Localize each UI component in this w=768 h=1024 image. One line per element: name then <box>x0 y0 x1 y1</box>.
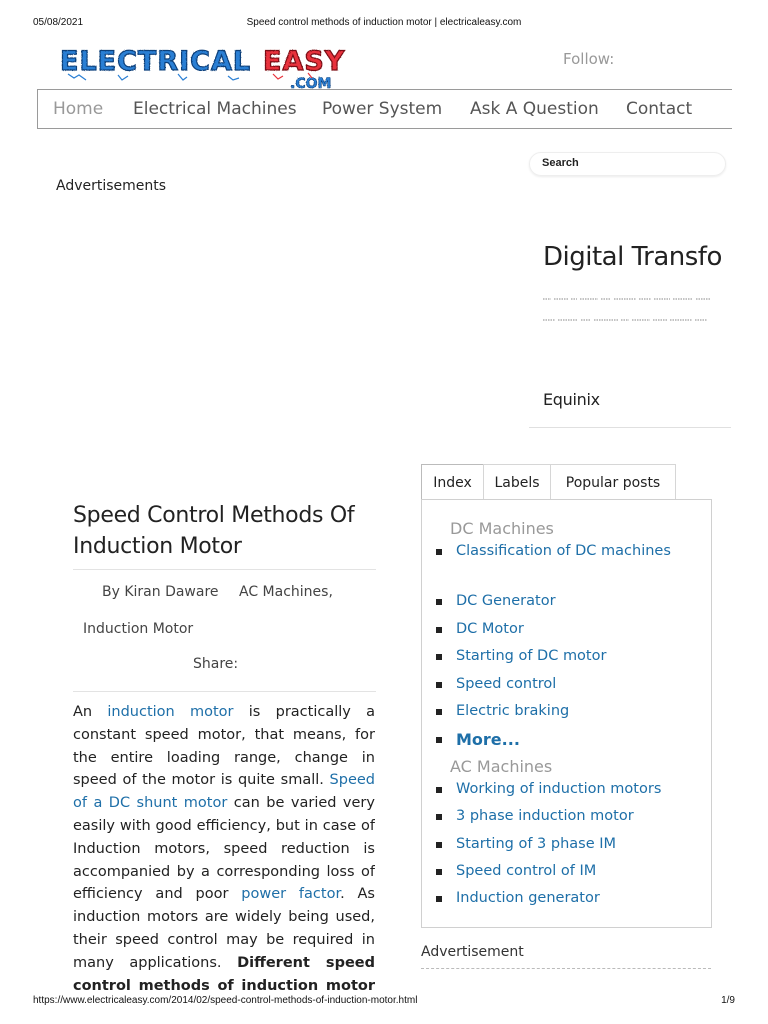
list-item[interactable] <box>436 805 686 828</box>
bullet-icon <box>436 737 442 743</box>
nav-ask-a-question[interactable]: Ask A Question <box>470 99 599 119</box>
category-induction-motor[interactable]: Induction Motor <box>83 621 194 637</box>
body-bold-text: Different speed control methods of induction motor <box>73 954 375 994</box>
bullet-icon <box>436 599 442 605</box>
list-item[interactable] <box>436 833 686 856</box>
bullet-icon <box>436 654 442 660</box>
bullet-icon <box>436 896 442 902</box>
body-text: is practically a constant speed motor, that means, for the entire loading range, change in speed of the motor is quite small. <box>73 704 375 789</box>
list-item-label[interactable]: Starting of DC motor <box>456 648 607 664</box>
link-power-factor[interactable]: power factor <box>241 886 341 903</box>
svg-text:EASY: EASY <box>263 46 346 77</box>
bullet-icon <box>436 787 442 793</box>
sidebar-advert[interactable] <box>529 196 731 428</box>
list-item-label[interactable]: Speed control <box>456 676 557 692</box>
list-item[interactable] <box>436 887 686 910</box>
list-item[interactable] <box>436 728 686 751</box>
page-title: Speed Control Methods Of Induction Motor <box>73 503 355 559</box>
nav-power-system[interactable]: Power System <box>322 99 443 119</box>
list-item-label[interactable]: Induction generator <box>456 890 600 906</box>
bullet-icon <box>436 709 442 715</box>
nav-home[interactable]: Home <box>53 99 104 119</box>
list-item-label[interactable]: 3 phase induction motor <box>456 808 634 824</box>
index-panel <box>421 499 712 928</box>
section-dc-machines: DC Machines <box>450 519 554 538</box>
meta-divider <box>73 691 376 692</box>
print-header <box>33 17 735 31</box>
svg-text:.COM: .COM <box>290 76 332 92</box>
title-divider <box>73 569 376 570</box>
list-item[interactable] <box>436 540 686 563</box>
bullet-icon <box>436 869 442 875</box>
ad-headline: Digital Transfo <box>543 242 722 272</box>
tab-index[interactable]: Index <box>421 464 484 500</box>
body-text: . As induction motors are widely being used, their speed control may be required in many applications. <box>73 886 375 971</box>
section-ac-machines: AC Machines <box>450 757 553 776</box>
ad-text-line-1 <box>543 296 731 302</box>
print-footer <box>33 995 735 1009</box>
ad-brand: Equinix <box>543 390 600 409</box>
list-item[interactable] <box>436 590 686 613</box>
link-speed-dc-shunt-motor[interactable]: Speed of a DC shunt motor <box>73 772 375 812</box>
advertisement-divider <box>421 968 711 969</box>
list-item-label[interactable]: Working of induction motors <box>456 781 662 797</box>
category-ac-machines[interactable]: AC Machines, <box>239 584 333 600</box>
body-text: An <box>73 704 108 720</box>
link-induction-motor[interactable]: induction motor <box>107 704 234 720</box>
list-item-label[interactable]: Electric braking <box>456 703 570 719</box>
list-item[interactable] <box>436 645 686 668</box>
list-item[interactable] <box>436 700 686 723</box>
bullet-icon <box>436 842 442 848</box>
advertisement-label: Advertisement <box>421 944 524 960</box>
more-link[interactable]: More... <box>456 730 520 749</box>
list-item-label[interactable]: Classification of DC machines <box>456 543 671 559</box>
bullet-icon <box>436 627 442 633</box>
nav-electrical-machines[interactable]: Electrical Machines <box>133 99 297 119</box>
nav-contact[interactable]: Contact <box>626 99 693 119</box>
print-date: 05/08/2021 <box>33 17 84 28</box>
search-input[interactable] <box>529 152 726 176</box>
list-item[interactable] <box>436 860 686 883</box>
advertisements-label: Advertisements <box>56 178 167 194</box>
list-item-label[interactable]: Starting of 3 phase IM <box>456 836 617 852</box>
list-item[interactable] <box>436 618 686 641</box>
bullet-icon <box>436 682 442 688</box>
search-label: Search <box>542 157 579 169</box>
bullet-icon <box>436 814 442 820</box>
list-item[interactable] <box>436 778 686 801</box>
bullet-icon <box>436 549 442 555</box>
tab-popular-posts[interactable]: Popular posts <box>550 464 676 500</box>
main-nav <box>37 89 732 129</box>
follow-label: Follow: <box>563 50 615 68</box>
print-url: https://www.electricaleasy.com/2014/02/speed-control-methods-of-induction-motor.html <box>33 995 418 1006</box>
list-item-label[interactable]: Speed control of IM <box>456 863 597 879</box>
list-item[interactable] <box>436 673 686 696</box>
site-logo[interactable] <box>58 40 348 92</box>
tab-labels[interactable]: Labels <box>483 464 551 500</box>
ad-text-line-2 <box>543 317 731 323</box>
article-body <box>73 701 375 995</box>
list-item-label[interactable]: DC Motor <box>456 621 524 637</box>
svg-text:ELECTRICAL: ELECTRICAL <box>60 46 252 77</box>
share-label: Share: <box>193 656 239 672</box>
print-title: Speed control methods of induction motor | electricaleasy.com <box>246 17 522 28</box>
print-page-number: 1/9 <box>721 995 735 1006</box>
list-item-label[interactable]: DC Generator <box>456 593 556 609</box>
body-text: can be varied very easily with good efficiency, but in case of Induction motors, speed reduction is accompanied by a corresponding loss of efficiency and poor <box>73 795 375 903</box>
author-link[interactable]: By Kiran Daware <box>102 584 219 600</box>
